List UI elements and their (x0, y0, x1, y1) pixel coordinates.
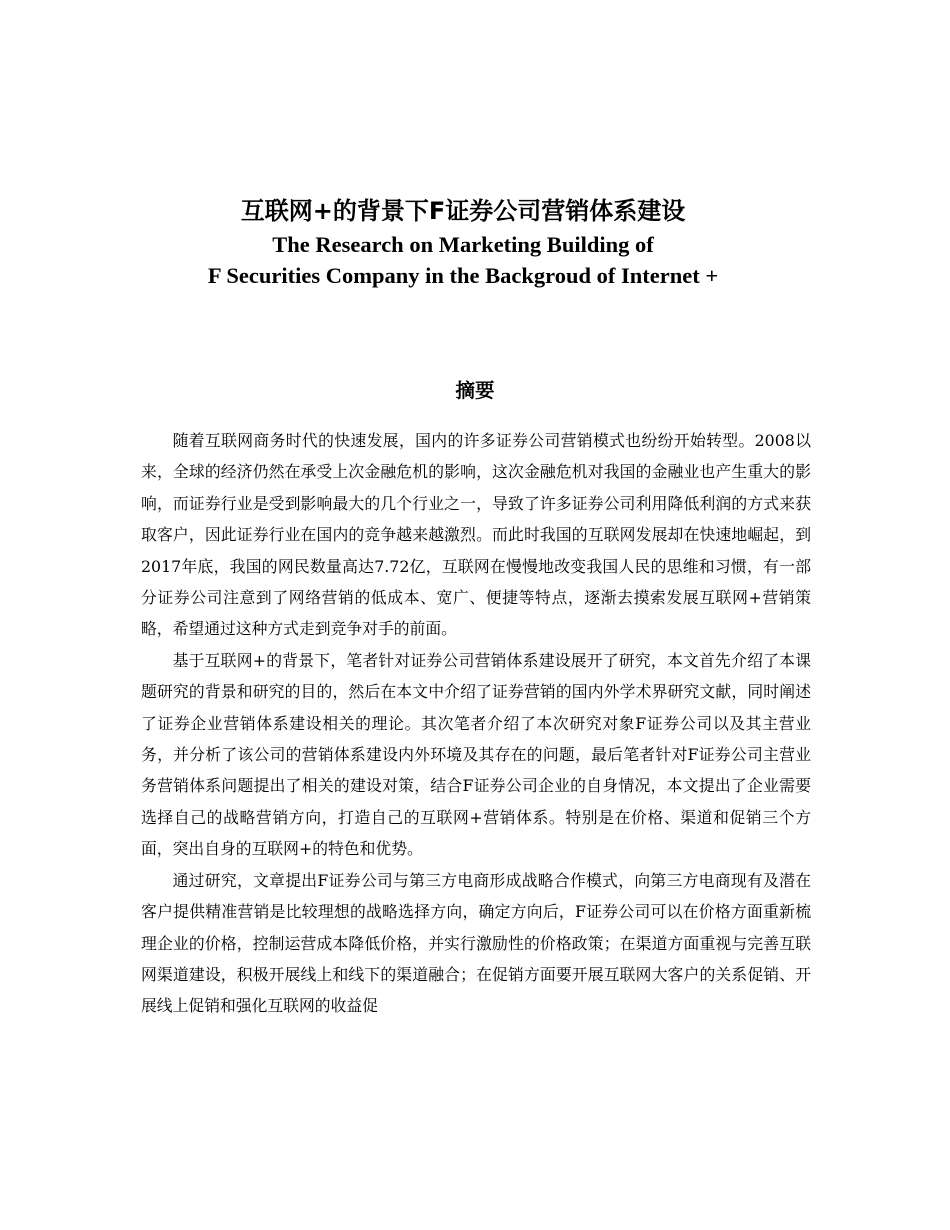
abstract-heading: 摘要 (455, 379, 495, 402)
title-chinese: 互联网+的背景下F证券公司营销体系建设 (240, 197, 686, 225)
abstract-paragraph-2: 基于互联网+的背景下，笔者针对证券公司营销体系建设展开了研究，本文首先介绍了本课题研究的背景和研究的目的，然后在本文中介绍了证券营销的国内外学术界研究文献，同时阐述了证券企业营销体系建设相关的理论。其次笔者介绍了本次研究对象F证券公司以及其主营业务，并分析了该公司的营销体系建设内外环境及其存在的问题，最后笔者针对F证券公司主营业务营销体系问题提出了相关的建设对策，结合F证券公司企业的自身情况，本文提出了企业需要选择自己的战略营销方向，打造自己的互联网+营销体系。特别是在价格、渠道和促销三个方面，突出自身的互联网+的特色和优势。 (141, 650, 811, 859)
title-english-line-2: F Securities Company in the Backgroud of Internet + (207, 263, 719, 288)
abstract-body (141, 425, 811, 1022)
abstract-paragraph-1: 随着互联网商务时代的快速发展，国内的许多证券公司营销模式也纷纷开始转型。2008以来，全球的经济仍然在承受上次金融危机的影响，这次金融危机对我国的金融业也产生重大的影响，而证券行业是受到影响最大的几个行业之一，导致了许多证券公司利用降低利润的方式来获取客户，因此证券行业在国内的竞争越来越激烈。而此时我国的互联网发展却在快速地崛起，到2017年底，我国的网民数量高达7.72亿，互联网在慢慢地改变我国人民的思维和习惯，有一部分证券公司注意到了网络营销的低成本、宽广、便捷等特点，逐渐去摸索发展互联网+营销策略，希望通过这种方式走到竞争对手的前面。 (141, 431, 811, 639)
title-english-line-1: The Research on Marketing Building of (272, 232, 654, 257)
abstract-paragraph-3: 通过研究，文章提出F证券公司与第三方电商形成战略合作模式，向第三方电商现有及潜在客户提供精准营销是比较理想的战略选择方向，确定方向后，F证券公司可以在价格方面重新梳理企业的价格，控制运营成本降低价格，并实行激励性的价格政策；在渠道方面重视与完善互联网渠道建设，积极开展线上和线下的渠道融合；在促销方面要开展互联网大客户的关系促销、开展线上促销和强化互联网的收益促 (141, 870, 811, 1016)
